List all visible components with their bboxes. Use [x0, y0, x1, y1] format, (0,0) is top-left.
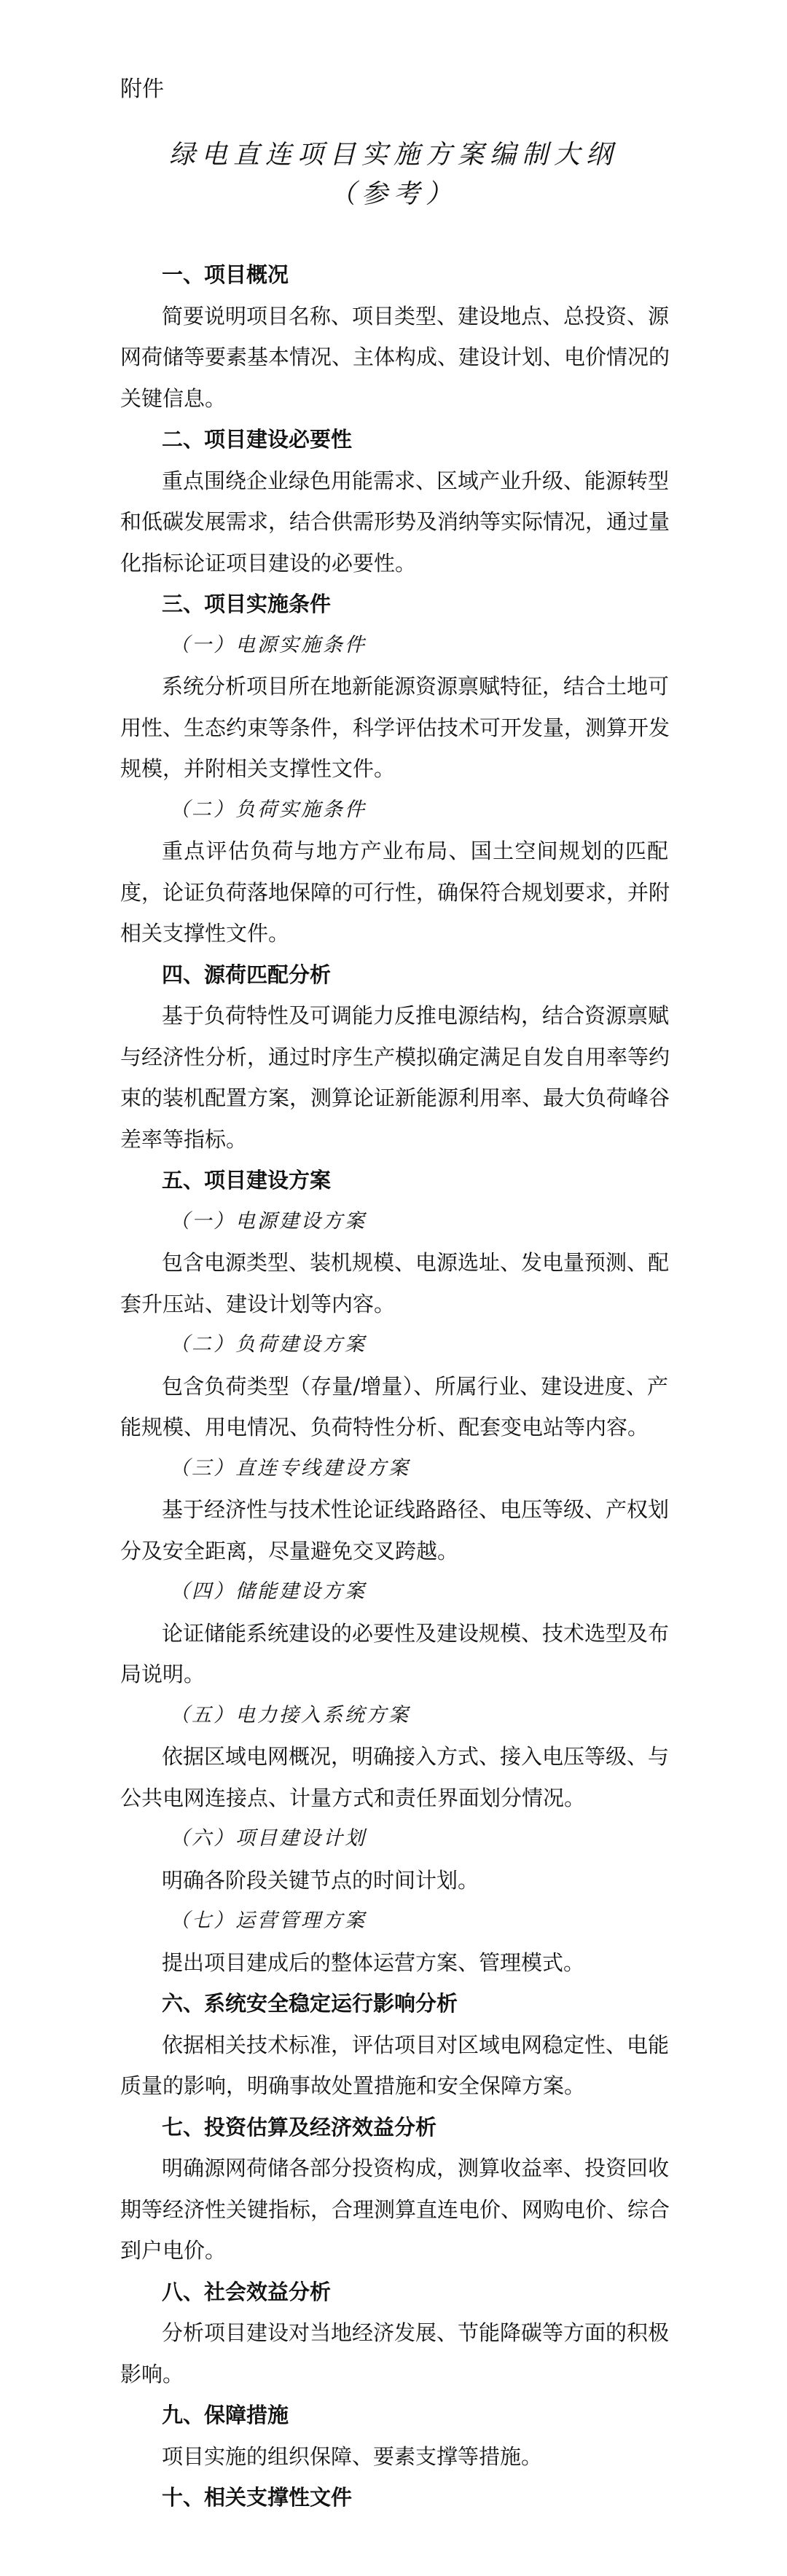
paragraph-line: 到户电价。 [120, 2238, 227, 2263]
paragraph-line: 明确各阶段关键节点的时间计划。 [162, 1867, 479, 1893]
subsection-heading: （五）电力接入系统方案 [170, 1703, 410, 1727]
paragraph-line: 重点围绕企业绿色用能需求、区域产业升级、能源转型 [162, 468, 670, 493]
paragraph-line: 基于负荷特性及可调能力反推电源结构，结合资源禀赋 [162, 1003, 670, 1028]
section-heading: 一、项目概况 [162, 262, 289, 287]
paragraph-line: 基于经济性与技术性论证线路路径、电压等级、产权划 [162, 1497, 670, 1522]
paragraph-line: 化指标论证项目建设的必要性。 [120, 550, 417, 576]
section-heading: 五、项目建设方案 [162, 1168, 332, 1193]
paragraph-line: 套升压站、建设计划等内容。 [120, 1291, 396, 1316]
subsection-heading: （七）运营管理方案 [170, 1909, 367, 1932]
subsection-heading: （二）负荷实施条件 [170, 798, 367, 821]
paragraph-line: 相关支撑性文件。 [120, 921, 290, 946]
paragraph-line: 度，论证负荷落地保障的可行性，确保符合规划要求，并附 [120, 879, 670, 905]
attachment-label: 附件 [120, 76, 164, 102]
paragraph-line: 用性、生态约束等条件，科学评估技术可开发量，测算开发 [120, 715, 670, 740]
subsection-heading: （二）负荷建设方案 [170, 1333, 367, 1356]
paragraph-line: 关键信息。 [120, 385, 227, 411]
section-heading: 三、项目实施条件 [162, 592, 332, 616]
paragraph-line: 项目实施的组织保障、要素支撑等措施。 [162, 2443, 543, 2469]
section-heading: 九、保障措施 [162, 2403, 289, 2427]
paragraph-line: 明确源网荷储各部分投资构成，测算收益率、投资回收 [162, 2156, 670, 2180]
subsection-heading: （四）储能建设方案 [170, 1580, 367, 1603]
paragraph-line: 分及安全距离，尽量避免交叉跨越。 [120, 1538, 459, 1563]
subsection-heading: （三）直连专线建设方案 [170, 1456, 410, 1480]
subsection-heading: （一）电源实施条件 [170, 633, 367, 656]
paragraph-line: 简要说明项目名称、项目类型、建设地点、总投资、源 [162, 303, 670, 329]
section-heading: 十、相关支撑性文件 [162, 2485, 353, 2510]
subsection-heading: （一）电源建设方案 [170, 1209, 367, 1233]
paragraph-line: 重点评估负荷与地方产业布局、国土空间规划的匹配 [162, 839, 668, 863]
paragraph-line: 包含负荷类型（存量/增量）、所属行业、建设进度、产 [162, 1373, 668, 1399]
paragraph-line: 分析项目建设对当地经济发展、节能降碳等方面的积极 [162, 2320, 670, 2345]
paragraph-line: 差率等指标。 [120, 1126, 248, 1152]
paragraph-line: 包含电源类型、装机规模、电源选址、发电量预测、配 [162, 1250, 670, 1275]
paragraph-line: 局说明。 [120, 1662, 205, 1686]
subsection-heading: （六）项目建设计划 [170, 1827, 367, 1850]
paragraph-line: 网荷储等要素基本情况、主体构成、建设计划、电价情况的 [120, 345, 670, 369]
section-heading: 七、投资估算及经济效益分析 [162, 2114, 437, 2140]
paragraph-line: 公共电网连接点、计量方式和责任界面划分情况。 [120, 1785, 586, 1810]
document-title: 绿电直连项目实施方案编制大纲 [168, 140, 618, 170]
paragraph-line: 期等经济性关键指标，合理测算直连电价、网购电价、综合 [120, 2196, 670, 2222]
section-heading: 四、源荷匹配分析 [162, 962, 332, 987]
section-heading: 二、项目建设必要性 [162, 427, 353, 452]
paragraph-line: 依据区域电网概况，明确接入方式、接入电压等级、与 [162, 1744, 670, 1769]
paragraph-line: 论证储能系统建设的必要性及建设规模、技术选型及布 [162, 1620, 670, 1646]
paragraph-line: 能规模、用电情况、负荷特性分析、配套变电站等内容。 [120, 1415, 649, 1440]
paragraph-line: 提出项目建成后的整体运营方案、管理模式。 [162, 1949, 585, 1975]
section-heading: 六、系统安全稳定运行影响分析 [162, 1991, 458, 2016]
paragraph-line: 与经济性分析，通过时序生产模拟确定满足自发自用率等约 [120, 1044, 670, 1069]
document-body [120, 254, 668, 2518]
document-subtitle: （参考） [329, 179, 458, 209]
paragraph-line: 质量的影响，明确事故处置措施和安全保障方案。 [120, 2073, 586, 2098]
paragraph-line: 影响。 [120, 2361, 184, 2387]
paragraph-line: 依据相关技术标准，评估项目对区域电网稳定性、电能 [162, 2032, 670, 2057]
paragraph-line: 规模，并附相关支撑性文件。 [120, 756, 396, 781]
paragraph-line: 束的装机配置方案，测算论证新能源利用率、最大负荷峰谷 [120, 1085, 670, 1110]
paragraph-line: 和低碳发展需求，结合供需形势及消纳等实际情况，通过量 [120, 509, 670, 534]
section-heading: 八、社会效益分析 [162, 2279, 332, 2304]
paragraph-line: 系统分析项目所在地新能源资源禀赋特征，结合土地可 [162, 674, 670, 699]
